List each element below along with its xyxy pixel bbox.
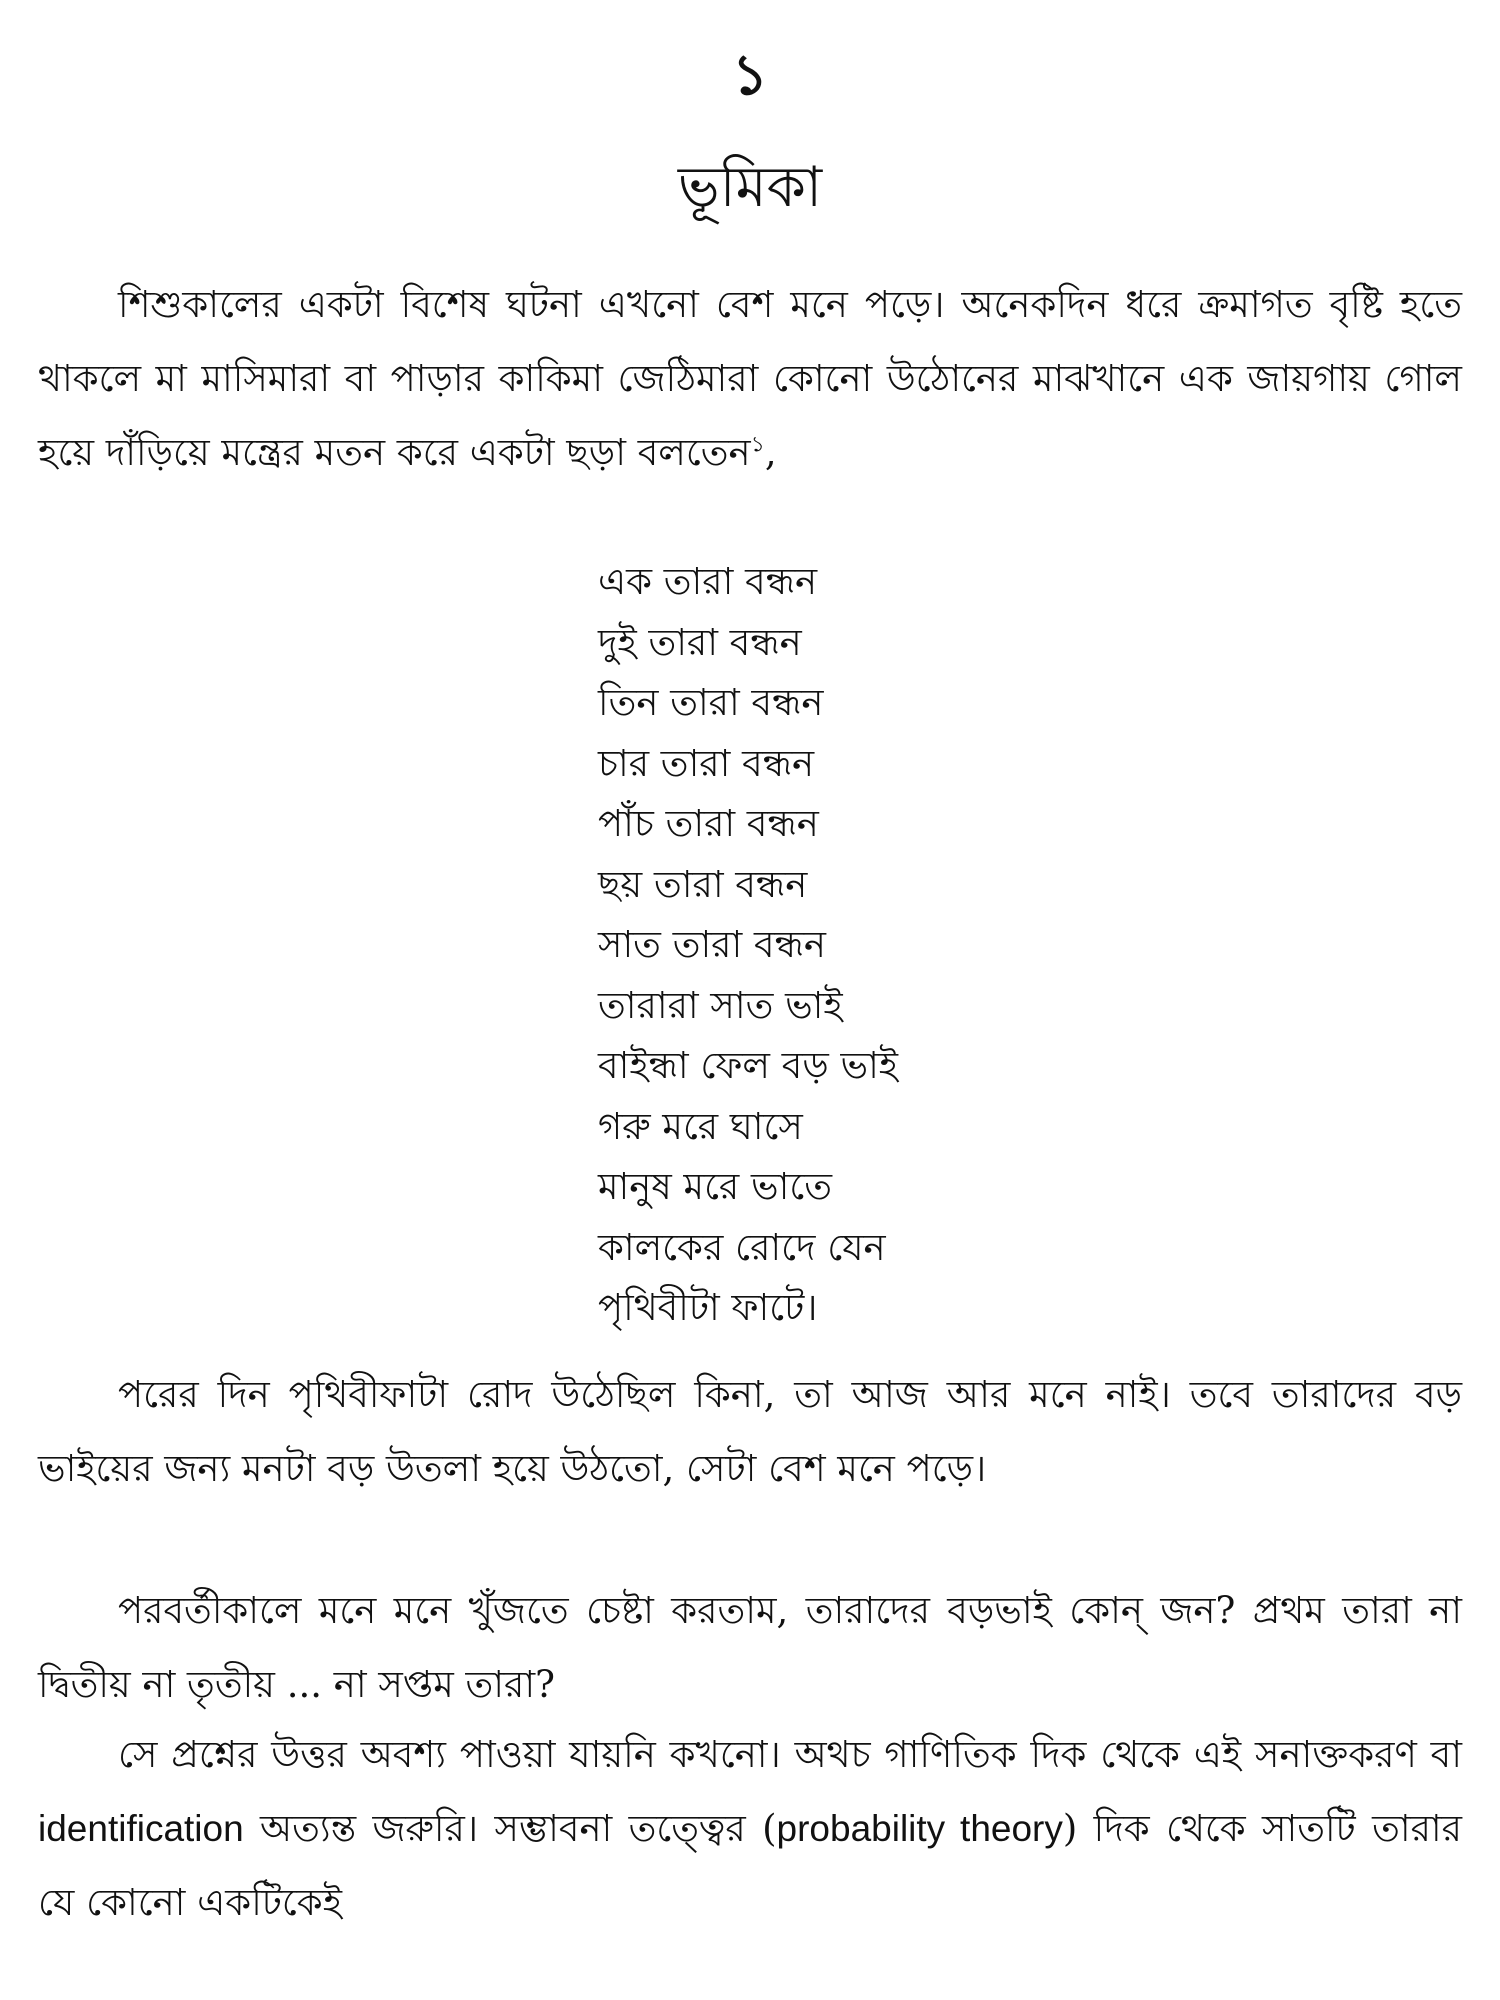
paragraph-identification	[38, 1718, 1462, 1940]
verse-line: পৃথিবীটা ফাটে।	[598, 1286, 818, 1329]
verse-line: ছয় তারা বন্ধন	[598, 862, 808, 906]
para4-part3: ) দিক থেকে সাতটি তারার যে কোনো একটিকেই	[38, 1807, 1462, 1924]
verse-line: পাঁচ তারা বন্ধন	[598, 802, 819, 845]
chapter-title: ভূমিকা	[677, 155, 823, 220]
verse-line: সাত তারা বন্ধন	[598, 923, 827, 966]
document-page	[38, 0, 1462, 2000]
intro-text: শিশুকালের একটা বিশেষ ঘটনা এখনো বেশ মনে পড়ে। অনেকদিন ধরে ক্রমাগত বৃষ্টি হতে থাকলে মা মাসিমারা বা পাড়ার কাকিমা জেঠিমারা কোনো উঠোনের মাঝখানে এক জায়গায় গোল হয়ে দাঁড়িয়ে মন্ত্রের মতন করে একটা ছড়া বলতেন	[38, 283, 1462, 474]
verse-line: মানুষ মরে ভাতে	[598, 1165, 832, 1208]
paragraph-morning-sun: পরের দিন পৃথিবীফাটা রোদ উঠেছিল কিনা, তা আজ আর মনে নাই। তবে তারাদের বড় ভাইয়ের জন্য মনটা বড় উতলা হয়ে উঠতো, সেটা বেশ মনে পড়ে।	[38, 1373, 1462, 1490]
intro-paragraph	[38, 268, 1462, 490]
term-probability-theory: probability theory	[776, 1808, 1063, 1849]
footnote-mark[interactable]: ১	[750, 432, 765, 458]
intro-after-mark: ,	[764, 431, 777, 474]
verse-line: দুই তারা বন্ধন	[598, 620, 802, 664]
verse-line: বাইন্ধা ফেল বড় ভাই	[598, 1044, 899, 1087]
para4-part2: অত্যন্ত জরুরি। সম্ভাবনা তত্ত্বের (	[243, 1807, 777, 1850]
verse-line: এক তারা বন্ধন	[598, 560, 818, 603]
rhyme-verse	[598, 552, 898, 1339]
para4-part1: সে প্রশ্নের উত্তর অবশ্য পাওয়া যায়নি কখনো। অথচ গাণিতিক দিক থেকে এই সনাক্তকরণ বা	[118, 1733, 1462, 1776]
verse-line: তারারা সাত ভাই	[598, 983, 843, 1027]
verse-line: কালকের রোদে যেন	[598, 1225, 886, 1269]
chapter-number: ১	[731, 42, 769, 108]
verse-line: গরু মরে ঘাসে	[598, 1104, 803, 1148]
verse-line: তিন তারা বন্ধন	[598, 681, 824, 724]
term-identification: identification	[38, 1808, 244, 1849]
verse-line: চার তারা বন্ধন	[598, 741, 815, 785]
paragraph-elder-brother: পরবর্তীকালে মনে মনে খুঁজতে চেষ্টা করতাম, তারাদের বড়ভাই কোন্ জন? প্রথম তারা না দ্বিতীয় না তৃতীয় ... না সপ্তম তারা?	[38, 1589, 1462, 1706]
